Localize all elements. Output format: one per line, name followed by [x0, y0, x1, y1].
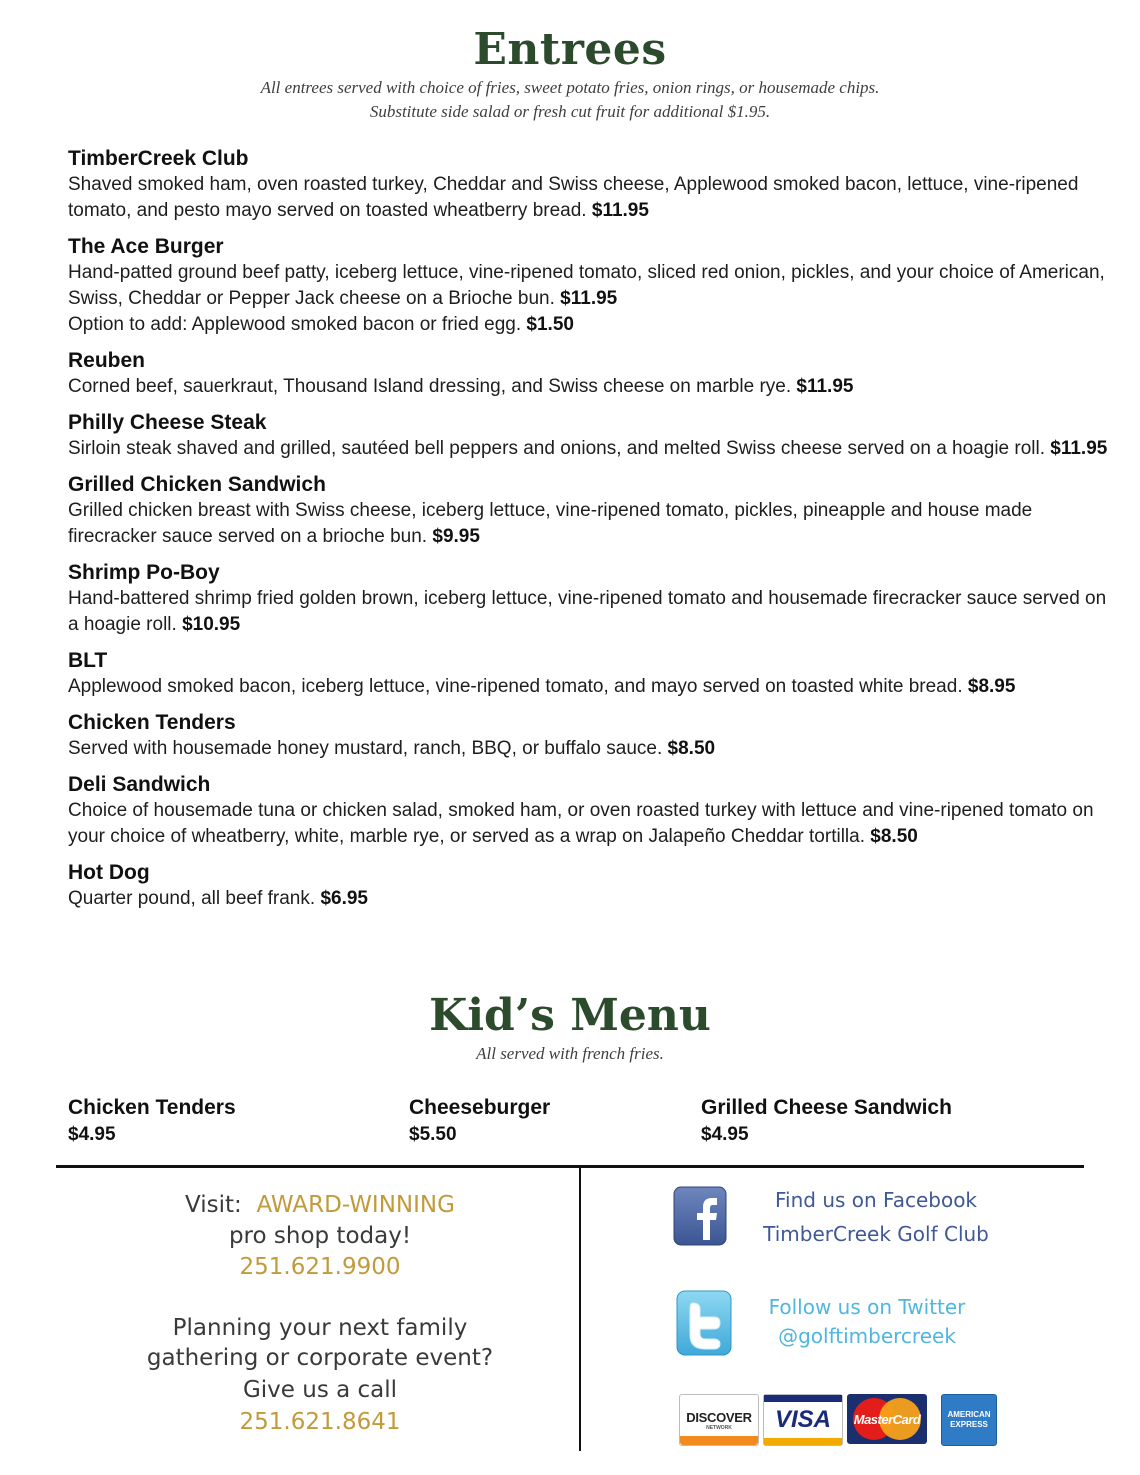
pro-shop-phone[interactable]: 251.621.9900 — [239, 1254, 401, 1280]
item-description — [68, 374, 1108, 400]
item-desc-text: Choice of housemade tuna or chicken salad, smoked ham, or oven roasted turkey with lettuce and vine-ripened tomato on your choice of wheatberry, white, marble rye, or served as a wrap on Jalapeño Cheddar tortilla. — [68, 800, 1094, 847]
item-description — [68, 586, 1108, 638]
kids-menu-title: Kid’s Menu — [429, 990, 711, 1041]
entrees-list — [68, 146, 1108, 922]
item-name: Philly Cheese Steak — [68, 411, 267, 434]
item-option-text: Option to add: Applewood smoked bacon or fried egg. — [68, 314, 522, 335]
item-desc-text: Sirloin steak shaved and grilled, sautéed bell peppers and onions, and melted Swiss cheese served on a hoagie roll. — [68, 438, 1045, 459]
planning-line-2: gathering or corporate event? — [146, 1345, 494, 1371]
twitter-handle: @golftimbercreek — [778, 1324, 956, 1348]
twitter-text[interactable] — [742, 1293, 992, 1351]
footer-divider-vertical — [579, 1167, 581, 1451]
kids-item-name: Cheeseburger — [409, 1096, 551, 1119]
events-promo — [110, 1313, 530, 1437]
menu-item-philly-cheese-steak — [68, 410, 1108, 462]
item-description — [68, 674, 1108, 700]
kids-item-price: $4.95 — [68, 1124, 116, 1145]
facebook-icon[interactable] — [673, 1186, 727, 1246]
item-description — [68, 886, 1108, 912]
item-description — [68, 436, 1108, 462]
payment-cards — [679, 1394, 999, 1448]
item-name: TimberCreek Club — [68, 147, 249, 170]
menu-item-reuben — [68, 348, 1108, 400]
item-price: $8.50 — [667, 738, 716, 759]
kids-item-name: Grilled Cheese Sandwich — [701, 1096, 952, 1119]
item-name: Hot Dog — [68, 861, 150, 884]
menu-item-ace-burger — [68, 234, 1108, 338]
item-name: BLT — [68, 649, 108, 672]
item-option-price: $1.50 — [526, 314, 574, 335]
item-description — [68, 736, 1108, 762]
item-desc-text: Quarter pound, all beef frank. — [68, 888, 316, 909]
kids-item-cheeseburger — [409, 1094, 550, 1148]
kids-menu-subtitle: All served with french fries. — [476, 1044, 664, 1063]
item-name: Shrimp Po-Boy — [68, 561, 220, 584]
twitter-line-1: Follow us on Twitter — [768, 1295, 966, 1319]
item-name: The Ace Burger — [68, 235, 224, 258]
discover-card-icon — [679, 1394, 759, 1446]
menu-item-chicken-tenders — [68, 710, 1108, 762]
visa-stripe-top — [764, 1395, 842, 1402]
pro-shop-promo — [110, 1190, 530, 1283]
entrees-title: Entrees — [473, 24, 667, 75]
menu-item-hot-dog — [68, 860, 1108, 912]
discover-label: DISCOVER — [686, 1409, 752, 1425]
kids-item-chicken-tenders — [68, 1094, 236, 1148]
menu-item-timbercreek-club — [68, 146, 1108, 224]
discover-network-label: NETWORK — [706, 1424, 732, 1431]
item-price: $9.95 — [432, 526, 480, 547]
item-desc-text: Applewood smoked bacon, iceberg lettuce, vine-ripened tomato, and mayo served on toasted white bread. — [68, 676, 963, 697]
menu-item-blt — [68, 648, 1108, 700]
visa-label: VISA — [774, 1406, 831, 1433]
planning-line-1: Planning your next family — [172, 1315, 468, 1341]
facebook-text[interactable] — [742, 1183, 1010, 1251]
item-price: $8.50 — [870, 826, 918, 847]
item-name: Chicken Tenders — [68, 711, 236, 734]
kids-item-price: $4.95 — [701, 1124, 749, 1145]
visa-card-icon — [763, 1394, 843, 1446]
award-winning-label: AWARD-WINNING — [256, 1192, 455, 1218]
item-description — [68, 498, 1108, 550]
pro-shop-line — [110, 1190, 530, 1221]
item-price: $6.95 — [320, 888, 368, 909]
events-phone[interactable]: 251.621.8641 — [239, 1409, 401, 1435]
entrees-subtitle-substitute: Substitute side salad or fresh cut fruit for additional $1.95. — [369, 102, 771, 121]
footer-divider-horizontal — [56, 1165, 1084, 1168]
item-price: $8.95 — [967, 676, 1016, 697]
amex-label-2: EXPRESS — [950, 1420, 988, 1429]
item-name: Reuben — [68, 349, 146, 372]
item-price: $11.95 — [560, 288, 618, 309]
item-desc-text: Shaved smoked ham, oven roasted turkey, Cheddar and Swiss cheese, Applewood smoked bacon, lettuce, vine-ripened tomato, and pesto mayo served on toasted wheatberry bread. — [68, 174, 1079, 221]
mastercard-label: MasterCard — [853, 1411, 921, 1427]
mastercard-icon — [847, 1394, 927, 1444]
visa-stripe-bottom — [764, 1438, 842, 1445]
kids-item-grilled-cheese — [701, 1094, 952, 1148]
twitter-icon[interactable] — [676, 1290, 732, 1356]
item-price: $11.95 — [796, 376, 854, 397]
menu-item-deli-sandwich — [68, 772, 1108, 850]
item-price: $11.95 — [1050, 438, 1108, 459]
amex-label-1: AMERICAN — [947, 1410, 991, 1419]
give-call-line: Give us a call — [242, 1377, 398, 1403]
item-price: $11.95 — [591, 200, 649, 221]
entrees-subtitle-sides: All entrees served with choice of fries, sweet potato fries, onion rings, or housemade chips. — [260, 78, 880, 97]
item-option — [68, 312, 1108, 338]
menu-item-shrimp-po-boy — [68, 560, 1108, 638]
item-desc-text: Hand-patted ground beef patty, iceberg lettuce, vine-ripened tomato, sliced red onion, pickles, and your choice of American, Swiss, Cheddar or Pepper Jack cheese on a Brioche bun. — [68, 262, 1105, 309]
item-desc-text: Served with housemade honey mustard, ranch, BBQ, or buffalo sauce. — [68, 738, 663, 759]
facebook-page-name: TimberCreek Golf Club — [763, 1222, 989, 1246]
item-price: $10.95 — [182, 614, 241, 635]
item-desc-text: Corned beef, sauerkraut, Thousand Island dressing, and Swiss cheese on marble rye. — [68, 376, 792, 397]
item-desc-text: Grilled chicken breast with Swiss cheese, iceberg lettuce, vine-ripened tomato, pickles, pineapple and house made firecracker sauce served on a brioche bun. — [68, 500, 1033, 547]
kids-item-name: Chicken Tenders — [68, 1096, 236, 1119]
item-desc-text: Hand-battered shrimp fried golden brown, iceberg lettuce, vine-ripened tomato and housemade firecracker sauce served on a hoagie roll. — [68, 588, 1107, 635]
pro-shop-today: pro shop today! — [228, 1223, 412, 1249]
discover-stripe — [680, 1436, 758, 1445]
item-name: Grilled Chicken Sandwich — [68, 473, 326, 496]
kids-item-price: $5.50 — [409, 1124, 457, 1145]
item-description — [68, 260, 1108, 312]
menu-item-grilled-chicken-sandwich — [68, 472, 1108, 550]
visit-label: Visit: — [185, 1192, 242, 1218]
facebook-line-1: Find us on Facebook — [774, 1188, 978, 1212]
item-description — [68, 172, 1108, 224]
amex-card-icon — [941, 1394, 997, 1446]
item-description — [68, 798, 1108, 850]
item-name: Deli Sandwich — [68, 773, 211, 796]
